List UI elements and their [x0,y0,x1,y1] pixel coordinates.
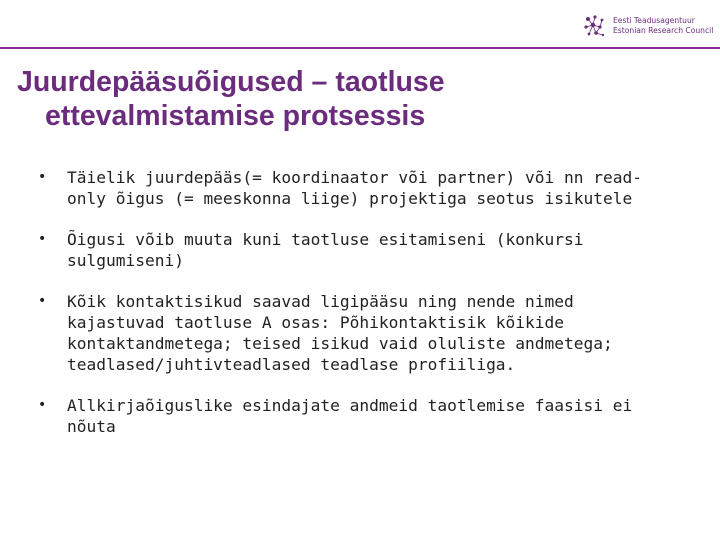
logo-line-1: Eesti Teadusagentuur [613,16,695,25]
logo [583,12,713,42]
bullet-item [0,291,700,375]
header-rule [0,47,720,49]
title-line-1: Juurdepääsuõigused – taotluse [17,66,445,98]
logo-line-2: Estonian Research Council [613,26,714,35]
bullet-text: Täielik juurdepääs(= koordinaator või partner) või nn read- only õigus (= meeskonna liige) projektiga seotus isikutele [67,168,642,208]
bullet-dot-icon: • [38,231,47,247]
bullet-text: Kõik kontaktisikud saavad ligipääsu ning nende nimed kajastuvad taotluse A osas: Põhikontaktisik kõikide kontaktandmetega; teised isikud vaid oluliste andmetega; teadlased/juhtivteadlased teadlase profiiliga. [67,292,613,374]
bullet-list [0,167,700,457]
bullet-text: Õigusi võib muuta kuni taotluse esitamiseni (konkursi sulgumiseni) [67,230,584,270]
bullet-item [0,395,700,437]
bullet-item [0,167,700,209]
bullet-dot-icon: • [38,397,47,413]
logo-text [613,16,713,36]
logo-mark-icon [583,14,609,40]
bullet-text: Allkirjaõiguslike esindajate andmeid taotlemise faasisi ei nõuta [67,396,633,436]
slide-title [0,65,720,133]
title-line-2: ettevalmistamise protsessis [45,100,426,132]
bullet-item [0,229,700,271]
bullet-dot-icon: • [38,169,47,185]
bullet-dot-icon: • [38,293,47,309]
